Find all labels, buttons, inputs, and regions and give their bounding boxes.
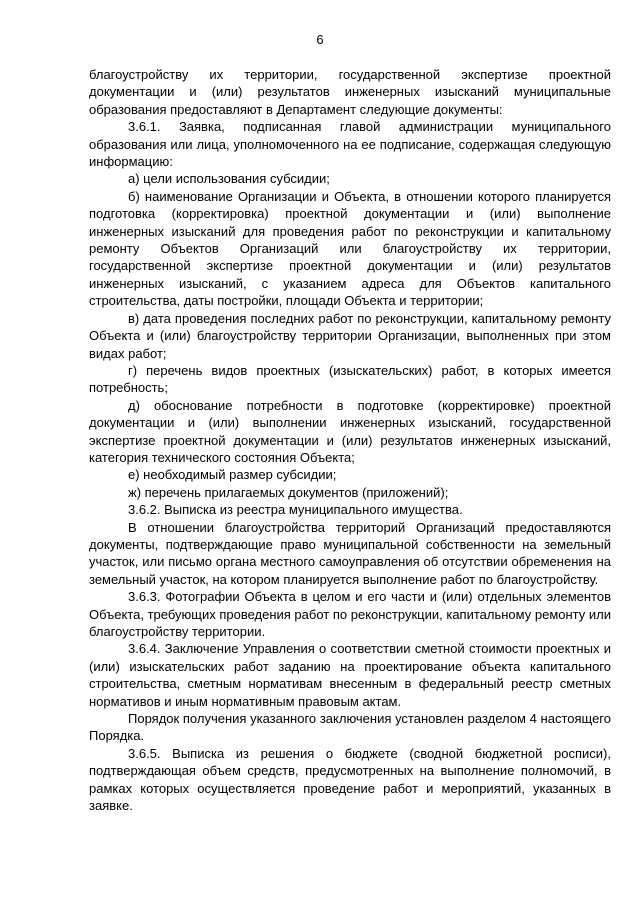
paragraph-3-6-5: 3.6.5. Выписка из решения о бюджете (сводной бюджетной росписи), подтверждающая объем средств, предусмотренных на выполнение полномочий, в рамках которых осуществляется проведение работ и мероприятий, указанных в заявке.	[89, 745, 611, 814]
list-item-g: г) перечень видов проектных (изыскательских) работ, в которых имеется потребность;	[89, 362, 611, 396]
list-item-e: е) необходимый размер субсидии;	[128, 467, 337, 483]
paragraph-3-6-4: 3.6.4. Заключение Управления о соответствии сметной стоимости проектных и (или) изыскательских работ заданию на проектирование объекта капитального строительства, сметным нормативам внесенным в федеральный реестр сметных нормативов и иным нормативным правовым актам.	[89, 641, 611, 709]
document-body	[89, 66, 611, 814]
paragraph-3-6-1: 3.6.1. Заявка, подписанная главой администрации муниципального образования или лица, уполномоченного на ее подписание, содержащая следующую информацию:	[89, 119, 611, 170]
page-number: 6	[316, 32, 324, 47]
paragraph-3-6-2-details: В отношении благоустройства территорий Организаций предоставляются документы, подтверждающие право муниципальной собственности на земельный участок, или письмо органа местного самоуправления об отсутствии обременения на земельный участок, на котором планируется выполнение работ по благоустройству.	[89, 519, 611, 587]
list-item-zh: ж) перечень прилагаемых документов (приложений);	[128, 484, 449, 500]
list-item-d: д) обоснование потребности в подготовке (корректировке) проектной документации и (или) выполнении инженерных изысканий, государственной экспертизе проектной документации и (или) результатов инженерных изысканий, категория технического состояния Объекта;	[89, 397, 611, 465]
paragraph-3-6-4-procedure: Порядок получения указанного заключения установлен разделом 4 настоящего Порядка.	[89, 711, 611, 744]
list-item-v: в) дата проведения последних работ по реконструкции, капитальному ремонту Объекта и (или) благоустройству территории Организации, выполненных при этом видах работ;	[89, 310, 611, 361]
list-item-b: б) наименование Организации и Объекта, в отношении которого планируется подготовка (корректировка) проектной документации и (или) выполнение инженерных изысканий для проведения работ по реконструкции и капитальному ремонту Объектов Организаций или благоустройству их территории, государственной экспертизе проектной документации и (или) результатов инженерных изысканий, с указанием адреса для Объектов капитального строительства, даты постройки, площади Объекта и территории;	[89, 188, 611, 309]
list-item-a: а) цели использования субсидии;	[128, 171, 330, 187]
paragraph-3-6-2: 3.6.2. Выписка из реестра муниципального имущества.	[128, 502, 463, 518]
paragraph-3-6-3: 3.6.3. Фотографии Объекта в целом и его части и (или) отдельных элементов Объекта, требующих проведения работ по реконструкции, капитальному ремонту или благоустройству территории.	[89, 589, 611, 639]
paragraph-intro-continuation: благоустройству их территории, государственной экспертизе проектной документации и (или) результатов инженерных изысканий муниципальные образования предоставляют в Департамент следующие документы:	[89, 67, 611, 117]
